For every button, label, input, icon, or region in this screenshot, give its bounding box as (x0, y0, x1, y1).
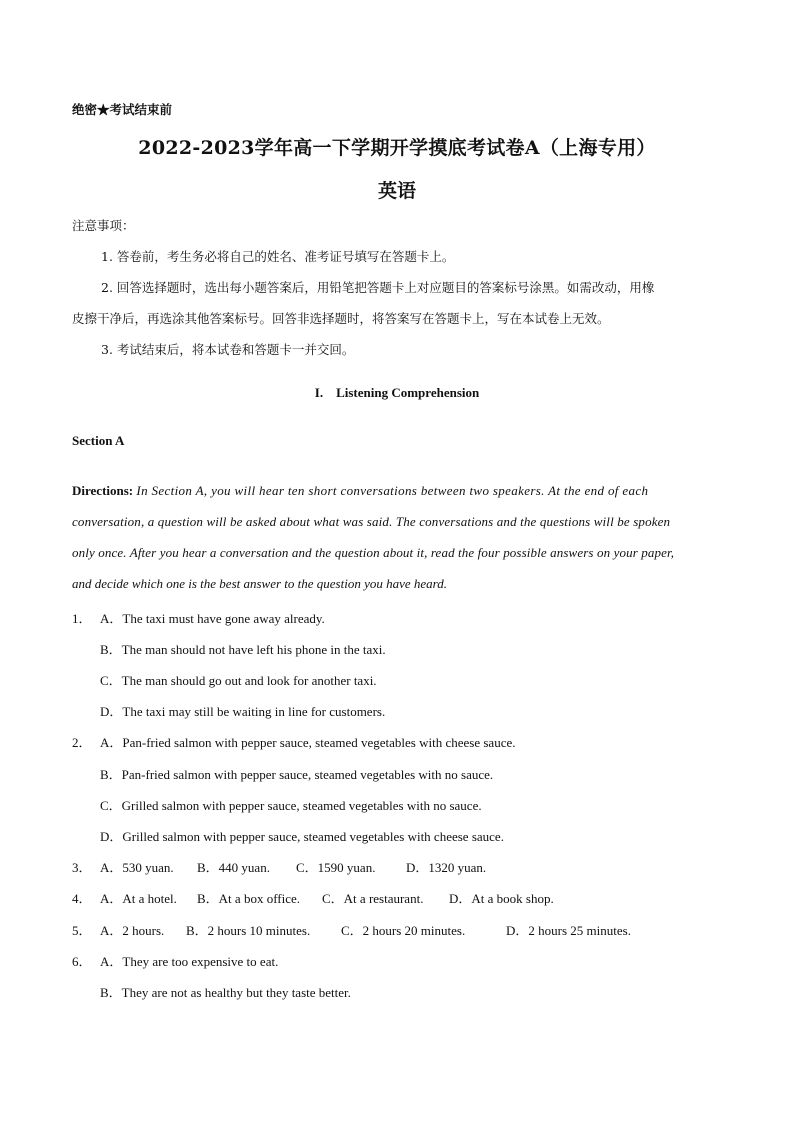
q4-option-b: B．At a box office. (197, 891, 301, 906)
q4-option-c: C．At a restaurant. (322, 891, 424, 906)
part-title: I. Listening Comprehension (314, 385, 480, 400)
question-number: 5． (72, 923, 92, 938)
q5-option-c: C．2 hours 20 minutes. (341, 923, 466, 938)
confidential-label: 绝密★考试结束前 (72, 102, 173, 117)
question-number: 1． (72, 611, 92, 626)
notes-heading: 注意事项： (72, 218, 135, 233)
q3-option-d: D．1320 yuan. (406, 860, 487, 875)
section-title: Section A (72, 433, 125, 448)
directions-line-3: only once. After you hear a conversation and the question about it, read the four possible answers on your paper, (72, 545, 675, 560)
directions-label: Directions: (72, 483, 134, 498)
q3-option-b: B．440 yuan. (197, 860, 270, 875)
question-number: 6． (72, 954, 92, 969)
q1-option-d: D．The taxi may still be waiting in line for customers. (100, 704, 386, 719)
q1-option-a: A．The taxi must have gone away already. (100, 611, 325, 626)
note-item-2-line-2: 皮擦干净后，再选涂其他答案标号。回答非选择题时，将答案写在答题卡上，写在本试卷上无效。 (72, 311, 610, 326)
directions-line-4: and decide which one is the best answer to the question you have heard. (72, 576, 448, 591)
q1-option-c: C．The man should go out and look for another taxi. (100, 673, 377, 688)
q2-option-d: D．Grilled salmon with pepper sauce, steamed vegetables with cheese sauce. (100, 829, 504, 844)
q4-option-a: A．At a hotel. (100, 891, 177, 906)
q3-option-a: A．530 yuan. (100, 860, 174, 875)
directions-line-1 (72, 483, 722, 499)
q2-option-b: B．Pan-fried salmon with pepper sauce, steamed vegetables with no sauce. (100, 767, 494, 782)
directions-text-1: In Section A, you will hear ten short conversations between two speakers. At the end of each (136, 483, 649, 498)
q1-option-b: B．The man should not have left his phone in the taxi. (100, 642, 386, 657)
q2-option-a: A．Pan-fried salmon with pepper sauce, steamed vegetables with cheese sauce. (100, 735, 516, 750)
q5-option-d: D．2 hours 25 minutes. (506, 923, 631, 938)
note-item-3: 3. 考试结束后，将本试卷和答题卡一并交回。 (101, 342, 355, 357)
q6-option-b: B．They are not as healthy but they taste better. (100, 985, 351, 1000)
q6-option-a: A．They are too expensive to eat. (100, 954, 279, 969)
exam-title: 2022-2023学年高一下学期开学摸底考试卷A（上海专用） (138, 137, 656, 159)
q5-option-a: A．2 hours. (100, 923, 165, 938)
question-number: 3． (72, 860, 92, 875)
note-item-2-line-1: 2. 回答选择题时，选出每小题答案后，用铅笔把答题卡上对应题目的答案标号涂黑。如需改动，用橡 (101, 280, 655, 295)
question-number: 4． (72, 891, 92, 906)
note-item-1: 1. 答卷前，考生务必将自己的姓名、准考证号填写在答题卡上。 (101, 249, 455, 264)
directions-line-2: conversation, a question will be asked about what was said. The conversations and the questions will be spoken (72, 514, 671, 529)
q5-option-b: B．2 hours 10 minutes. (186, 923, 311, 938)
question-number: 2． (72, 735, 92, 750)
subject-title: 英语 (377, 180, 416, 202)
q2-option-c: C．Grilled salmon with pepper sauce, steamed vegetables with no sauce. (100, 798, 482, 813)
q3-option-c: C．1590 yuan. (296, 860, 376, 875)
q4-option-d: D．At a book shop. (449, 891, 554, 906)
